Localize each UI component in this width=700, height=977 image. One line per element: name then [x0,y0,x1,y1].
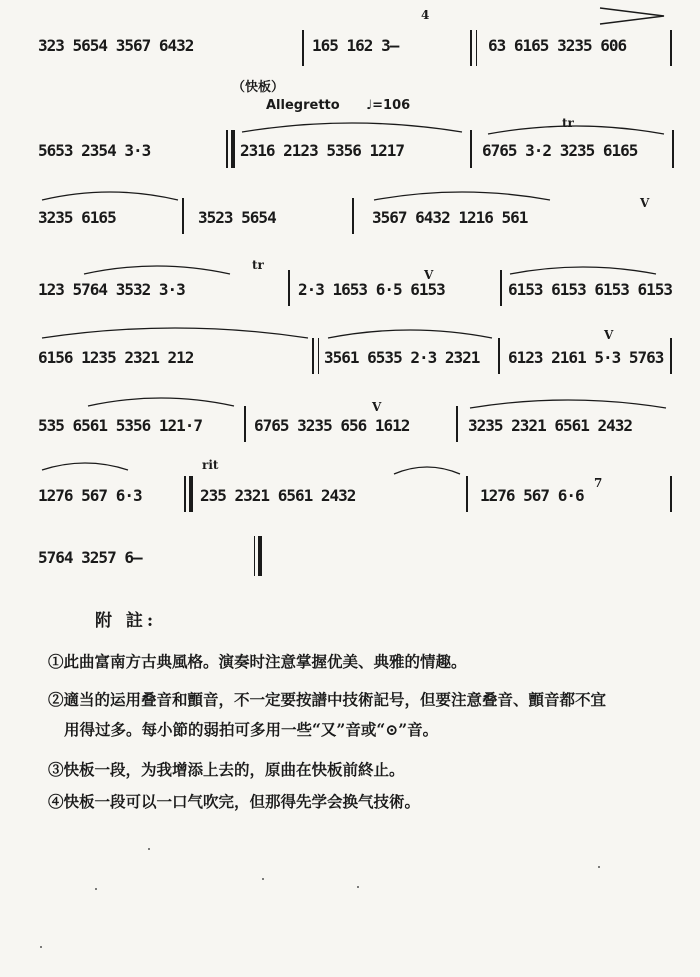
measure: 3561 6535 2·3 2321 [324,348,480,367]
slur [86,392,236,408]
bar-line [470,130,472,168]
measure: 3523 5654 [198,208,276,227]
measure: 1276 567 6·3 [38,486,142,505]
final-bar [258,536,262,576]
bar-line [456,406,458,442]
slur [372,186,552,202]
bar-line [312,338,314,374]
notes-title: 附 註: [95,611,158,631]
measure: 5764 3257 6— [38,548,142,567]
breath-mark: V [604,328,614,342]
measure: 6765 3235 656 1612 [254,416,410,435]
measure: 3567 6432 1216 561 [372,208,528,227]
slur [40,186,180,202]
paper-speck [598,866,600,868]
slur [326,324,494,340]
bar-line [498,338,500,374]
bar-line [670,338,672,374]
fermata-number: 4 [421,8,430,22]
repeat-bar [231,130,235,168]
bar-line [302,30,304,66]
paper-speck [262,878,264,880]
measure: 123 5764 3532 3·3 [38,280,185,299]
breath-mark: V [424,268,434,282]
measure: 6765 3·2 3235 6165 [482,141,638,160]
measure: 6123 2161 5·3 5763 [508,348,664,367]
section-label: （快板） [232,80,285,95]
tempo-marking: Allegretto [266,98,340,113]
measure: 3235 6165 [38,208,116,227]
bar-line [182,198,184,234]
bar-line [476,30,477,66]
slur [486,120,666,136]
measure: 63 6165 3235 606 [488,36,627,55]
accent-mark [598,4,668,30]
slur [508,262,658,276]
measure: 535 6561 5356 121·7 [38,416,203,435]
measure: 6153 6153 6153 6153 [508,280,673,299]
slur [82,260,232,276]
measure: 5653 2354 3·3 [38,141,151,160]
measure: 165 162 3— [312,36,399,55]
bar-line [184,476,186,512]
slur [240,118,465,134]
measure: 1276 567 6·6 [480,486,584,505]
bar-line [244,406,246,442]
bar-line [670,476,672,512]
paper-speck [40,946,42,948]
measure: 3235 2321 6561 2432 [468,416,633,435]
measure: 2316 2123 5356 1217 [240,141,405,160]
bar-line [318,338,319,374]
paper-speck [357,886,359,888]
tempo-bpm: ♩=106 [366,98,411,113]
bar-line [254,536,255,576]
breath-mark: V [372,400,382,414]
slur [392,462,462,476]
bar-line [288,270,290,306]
breath-mark: V [640,196,650,210]
measure: 323 5654 3567 6432 [38,36,194,55]
measure: 6156 1235 2321 212 [38,348,194,367]
note-item-1: ①此曲富南方古典風格。演奏时注意掌握优美、典雅的情趣。 [48,652,467,671]
grace-number: 7 [594,476,603,490]
bar-line [466,476,468,512]
paper-speck [148,848,150,850]
slur [468,394,668,410]
slur [40,458,130,472]
bar-line [670,30,672,66]
paper-speck [95,888,97,890]
bar-line [226,130,228,168]
note-item-4: ④快板一段可以一口气吹完，但那得先学会换气技術。 [48,792,421,811]
bar-line [352,198,354,234]
note-item-2-cont: 用得过多。每小節的弱拍可多用一些“又”音或“⊙”音。 [64,720,439,739]
bar-line [500,270,502,306]
slur [40,322,310,340]
bar-line [672,130,674,168]
trill-mark: tr [562,116,574,130]
measure: 2·3 1653 6·5 6153 [298,280,445,299]
ritardando-mark: rit [202,458,219,472]
bar-line [470,30,472,66]
measure: 235 2321 6561 2432 [200,486,356,505]
note-item-2: ②適当的运用叠音和顫音，不一定要按譜中技術記号，但要注意叠音、顫音都不宜 [48,690,607,709]
trill-mark: tr [252,258,264,272]
note-item-3: ③快板一段，为我增添上去的，原曲在快板前終止。 [48,760,405,779]
repeat-bar [189,476,193,512]
